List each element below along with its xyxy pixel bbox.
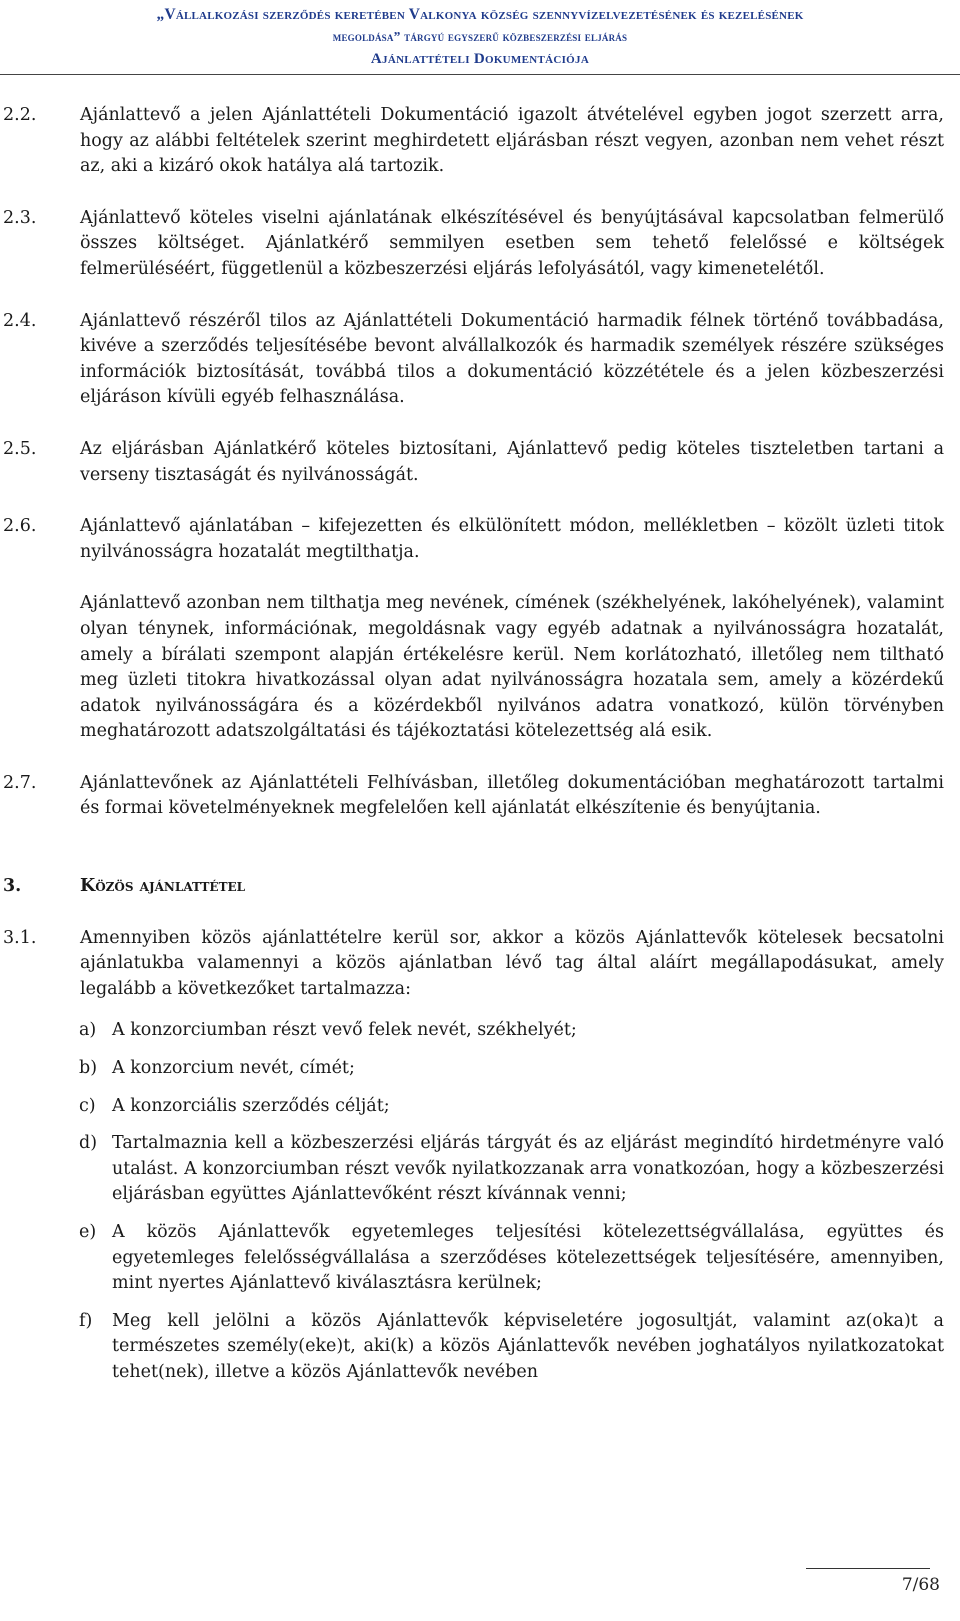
paragraph-number: 2.6. <box>3 516 37 537</box>
list-item-text: A közös Ajánlattevők egyetemleges teljesítési kötelezettségvállalása, együttes és egyetemleges felelősségvállalása a szerződéses kötelezettségek teljesítésére, amennyiben, mint nyertes Ajánlattevő kiválasztásra kerülnek; <box>112 1222 944 1294</box>
paragraph-text: Ajánlattevő köteles viselni ajánlatának elkészítésével és benyújtásával kapcsolatban felmerülő összes költséget. Ajánlatkérő semmilyen esetben sem tehető felelőssé e költségek felmerüléséért, függetlenül a közbeszerzési eljárás lefolyásától, vagy kimenetelétől. <box>80 207 944 279</box>
list-item-letter: c) <box>79 1095 96 1116</box>
document-body <box>0 103 960 1398</box>
list-item-f <box>0 1309 960 1386</box>
paragraph-text: Az eljárásban Ajánlatkérő köteles biztosítani, Ajánlattevő pedig köteles tiszteletben tartani a verseny tisztaságát és nyilvánosságát. <box>80 438 944 485</box>
header-title-line-2: megoldása” tárgyú egyszerű közbeszerzési eljárás <box>332 29 628 44</box>
list-item-b <box>0 1056 960 1082</box>
list-item-letter: d) <box>79 1133 98 1154</box>
section-title: Közös ajánlattétel <box>80 876 246 897</box>
list-item-text: A konzorciumban részt vevő felek nevét, székhelyét; <box>112 1020 577 1041</box>
paragraph-number: 3.1. <box>3 927 37 948</box>
list-item-letter: a) <box>79 1020 97 1041</box>
list-item-c <box>0 1094 960 1120</box>
paragraph-2-6-continued <box>0 591 960 745</box>
paragraph-text: Ajánlattevő a jelen Ajánlattételi Dokumentáció igazolt átvételével egyben jogot szerzett arra, hogy az alábbi feltételek szerint meghirdetett eljárásban részt vegyen, azonban nem vehet részt az, aki a kizáró okok hatálya alá tartozik. <box>80 105 944 177</box>
list-item-letter: b) <box>79 1058 98 1079</box>
list-item-letter: e) <box>79 1222 97 1242</box>
list-item-text: Meg kell jelölni a közös Ajánlattevők képviseletére jogosultját, valamint az(oka)t a természetes személy(eke)t, aki(k) a közös Ajánlattevők nevében joghatályos nyilatkozatokat tehet(nek), illetve a közös Ajánlattevők nevében <box>112 1310 944 1382</box>
paragraph-number: 2.2. <box>3 105 37 125</box>
list-item-letter: f) <box>79 1310 93 1331</box>
list-item-text: Tartalmaznia kell a közbeszerzési eljárás tárgyát és az eljárást megindító hirdetményre való utalást. A konzorciumban részt vevők nyilatkozzanak arra vonatkozóan, hogy a közbeszerzési eljárásban együttes Ajánlattevőként részt kívánnak venni; <box>112 1133 944 1205</box>
paragraph-2-5 <box>0 437 960 488</box>
paragraph-text: Ajánlattevő azonban nem tilthatja meg nevének, címének (székhelyének, lakóhelyének), valamint olyan ténynek, információnak, megoldásnak vagy egyéb adatnak a nyilvánosságra hozatalát, amely a bírálati szempont alapján értékelésre kerül. Nem korlátozható, illetőleg nem tiltható meg üzleti titokra hivatkozással olyan adat nyilvánosságra hozatala sem, amely a közérdekű adatok nyilvánosságára és a közérdekből nyilvános adatra vonatkozó, külön törvényben meghatározott adatszolgáltatási és tájékoztatási kötelezettség alá esik. <box>80 593 944 742</box>
paragraph-2-7 <box>0 771 960 822</box>
header-divider <box>0 74 960 75</box>
document-header <box>0 4 960 70</box>
paragraph-2-6 <box>0 514 960 565</box>
header-title-line-1: „Vállalkozási szerződés keretében Valkonya község szennyvízelvezetésének és kezelésének <box>156 6 804 23</box>
section-3-heading <box>0 874 960 900</box>
list-item-text: A konzorciális szerződés célját; <box>112 1095 390 1116</box>
paragraph-2-2 <box>0 103 960 180</box>
paragraph-number: 2.3. <box>3 207 37 228</box>
list-item-d <box>0 1131 960 1208</box>
footer-divider <box>806 1568 930 1569</box>
paragraph-number: 2.5. <box>3 438 37 459</box>
list-item-e <box>0 1220 960 1297</box>
paragraph-2-4 <box>0 309 960 411</box>
paragraph-text: Ajánlattevő részéről tilos az Ajánlattételi Dokumentáció harmadik félnek történő továbbadása, kivéve a szerződés teljesítésébe bevont alvállalkozók és harmadik személyek részére szükséges információk biztosítását, továbbá tilos a dokumentáció közzététele és a jelen közbeszerzési eljáráson kívüli egyéb felhasználása. <box>80 310 944 408</box>
page-number: 7/68 <box>901 1575 940 1595</box>
paragraph-number: 2.4. <box>3 310 37 331</box>
paragraph-text: Ajánlattevőnek az Ajánlattételi Felhívásban, illetőleg dokumentációban meghatározott tartalmi és formai követelményeknek megfelelően kell ajánlatát elkészítenie és benyújtania. <box>80 772 944 819</box>
paragraph-2-3 <box>0 206 960 283</box>
paragraph-3-1 <box>0 926 960 1003</box>
list-item-text: A konzorcium nevét, címét; <box>112 1058 355 1079</box>
paragraph-text: Ajánlattevő ajánlatában – kifejezetten és elkülönített módon, mellékletben – közölt üzleti titok nyilvánosságra hozatalát megtilthatja. <box>80 516 944 562</box>
list-item-a <box>0 1018 960 1044</box>
paragraph-number: 2.7. <box>3 772 37 793</box>
section-number: 3. <box>3 876 22 897</box>
header-title-line-3: Ajánlattételi Dokumentációja <box>370 51 590 67</box>
paragraph-text: Amennyiben közös ajánlattételre kerül sor, akkor a közös Ajánlattevők kötelesek becsatolni ajánlatukba valamennyi a közös ajánlatban lévő tag által aláírt megállapodásukat, amely legalább a következőket tartalmazza: <box>80 927 944 999</box>
